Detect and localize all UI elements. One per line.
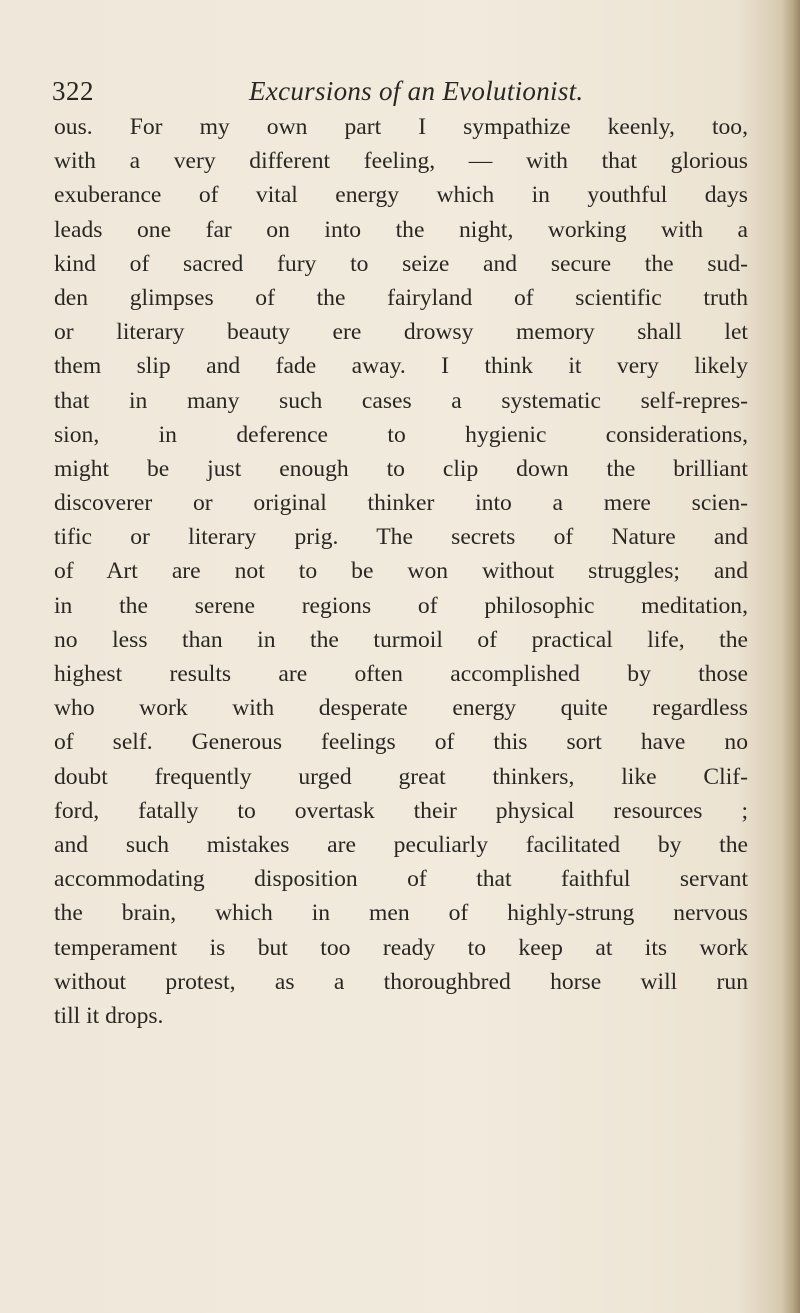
text-line: doubt frequently urged great thinkers, like Clif- bbox=[54, 763, 748, 790]
text-line: ous. For my own part I sympathize keenly, too, bbox=[54, 114, 748, 140]
text-line: them slip and fade away. I think it very likely bbox=[54, 353, 748, 380]
text-line: sion, in deference to hygienic considerations, bbox=[54, 421, 748, 448]
text-line: no less than in the turmoil of practical life, the bbox=[54, 626, 748, 653]
text-line: with a very different feeling, — with that glorious bbox=[54, 148, 748, 175]
text-line: might be just enough to clip down the brilliant bbox=[54, 455, 748, 482]
text-line: exuberance of vital energy which in youthful days bbox=[54, 182, 748, 209]
text-line: the brain, which in men of highly-strung nervous bbox=[54, 900, 748, 927]
text-line: kind of sacred fury to seize and secure the sud- bbox=[54, 250, 748, 277]
text-line: den glimpses of the fairyland of scientific truth bbox=[54, 284, 748, 311]
page-edge-shadow bbox=[782, 0, 800, 1313]
text-line: of self. Generous feelings of this sort have no bbox=[54, 729, 748, 756]
text-line: that in many such cases a systematic self-repres- bbox=[54, 387, 748, 414]
body-text bbox=[54, 110, 748, 1033]
text-line: in the serene regions of philosophic meditation, bbox=[54, 592, 748, 619]
text-line: highest results are often accomplished by those bbox=[54, 661, 748, 687]
text-line: without protest, as a thoroughbred horse will run bbox=[54, 968, 748, 995]
text-line-last: till it drops. bbox=[54, 1002, 164, 1029]
text-line: of Art are not to be won without struggles; and bbox=[54, 558, 748, 585]
text-line: leads one far on into the night, working with a bbox=[54, 216, 748, 243]
text-line: who work with desperate energy quite regardless bbox=[54, 695, 748, 722]
running-head: Excursions of an Evolutionist. bbox=[249, 76, 584, 106]
text-line: tific or literary prig. The secrets of Nature and bbox=[54, 524, 748, 551]
text-line: discoverer or original thinker into a mere scien- bbox=[54, 490, 748, 517]
text-line: ford, fatally to overtask their physical resources ; bbox=[54, 797, 748, 824]
text-line: and such mistakes are peculiarly facilitated by the bbox=[54, 831, 748, 858]
text-line: or literary beauty ere drowsy memory shall let bbox=[54, 319, 748, 346]
text-line: accommodating disposition of that faithful servant bbox=[54, 866, 748, 893]
page-number: 322 bbox=[52, 76, 94, 106]
text-line: temperament is but too ready to keep at its work bbox=[54, 934, 748, 961]
